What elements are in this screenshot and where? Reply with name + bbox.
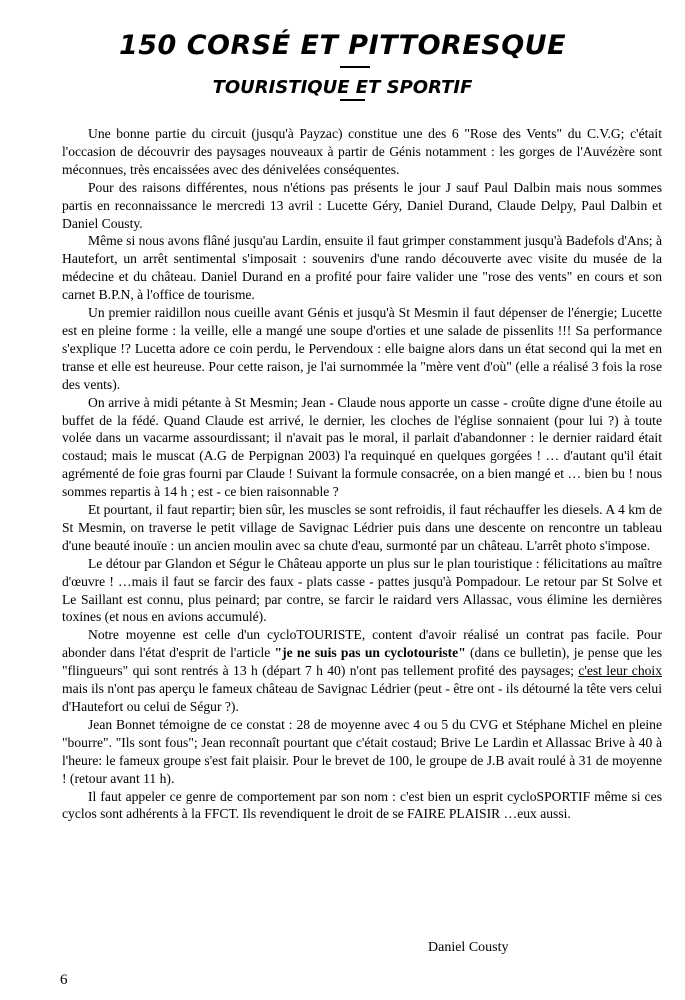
article-subtitle: TOURISTIQUE ET SPORTIF: [212, 77, 473, 98]
paragraph: Jean Bonnet témoigne de ce constat : 28 de moyenne avec 4 ou 5 du CVG et Stéphane Michel en pleine "bourre". "Ils sont fous"; Jean reconnaît pourtant que c'était costaud; Brive Le Lardin et Allassac Brive à 40 à l'heure: le fameux groupe s'est fait plaisir. Pour le brevet de 100, le groupe de J.B avait roulé à 31 de moyenne ! (retour avant 11 h).: [62, 716, 662, 786]
article-body: [62, 125, 662, 823]
paragraph: Et pourtant, il faut repartir; bien sûr, les muscles se sont refroidis, il faut réchauffer les diesels. A 4 km de St Mesmin, on traverse le petit village de Savignac Lédrier puis dans une descente on rencontre un tableau d'une beauté inouïe : un ancien moulin avec sa chute d'eau, surmonté par un château. L'arrêt photo s'impose.: [62, 502, 662, 553]
paragraph: [62, 626, 662, 716]
paragraph: Un premier raidillon nous cueille avant Génis et jusqu'à St Mesmin il faut dépenser de l'énergie; Lucette est en pleine forme : la veille, elle a mangé une soupe d'orties et une salade de pissenlits !!! Sa performance s'explique !? Lucetta adore ce coin perdu, le Pervendoux : elle baigne alors dans un état second qui la met en transe et elle est heureuse. Pour cette raison, je l'ai surnommée la "mère vent d'où" (elle a réalisé 3 fois la rose des vents).: [62, 305, 662, 392]
subtitle-underline: [340, 99, 365, 101]
paragraph: Le détour par Glandon et Ségur le Château apporte un plus sur le plan touristique : félicitations au maître d'œuvre ! …mais il faut se farcir des faux - plats casse - pattes jusqu'à Pompadour. Le retour par St Solve et Le Saillant est connu, plus peinard; par contre, se farcir le raidard vers Allassac, vous élimine les dernières toxines (et nous en avions accumulé).: [62, 555, 662, 625]
paragraph-text: Notre moyenne est celle d'un cycloTOURISTE, content d'avoir réalisé un contrat pas facile. Pour abonder dans l'état d'esprit de l'article: [62, 627, 662, 661]
paragraph-text: mais ils n'ont pas aperçu le fameux château de Savignac Lédrier (peut - être ont - ils détourné la tête vers celui d'Hautefort ou celui de Ségur ?).: [62, 681, 662, 714]
article-quote: "je ne suis pas un cyclotouriste": [274, 645, 466, 661]
author-signature: Daniel Cousty: [428, 940, 509, 955]
paragraph: Une bonne partie du circuit (jusqu'à Payzac) constitue une des 6 "Rose des Vents" du C.V.G; c'était l'occasion de découvrir des paysages nouveaux à partir de Génis notamment : les gorges de l'Auvézère sont méconnues, très encaissées avec des dénivelées conséquentes.: [62, 126, 662, 177]
article-title: 150 CORSÉ ET PITTORESQUE: [118, 30, 567, 61]
paragraph: On arrive à midi pétante à St Mesmin; Jean - Claude nous apporte un casse - croûte digne d'une étoile au buffet de la fédé. Quand Claude est arrivé, le dernier, les cloches de l'église sonnaient (pour lui ?) à toute volée dans un vacarme assourdissant; il n'avait pas le moral, il parlait d'abandonner : le dernier raidard était costaud; mais le muscat (A.G de Perpignan 2003) l'a requinqué en quelques gorgées ! … d'autant qu'il était agrémenté de foie gras fourni par Claude ! Suivant la formule consacrée, on a bien mangé et … bien bu ! nous sommes repartis à 14 h ; est - ce bien raisonnable ?: [62, 394, 662, 500]
paragraph: Il faut appeler ce genre de comportement par son nom : c'est bien un esprit cycloSPORTIF même si ces cyclos sont adhérents à la FFCT. Ils revendiquent le droit de se FAIRE PLAISIR …eux aussi.: [62, 788, 662, 822]
paragraph: Pour des raisons différentes, nous n'étions pas présents le jour J sauf Paul Dalbin mais nous sommes partis en reconnaissance le mercredi 13 avril : Lucette Géry, Daniel Durand, Claude Delpy, Paul Dalbin et Daniel Cousty.: [62, 179, 662, 231]
underlined-phrase: c'est leur choix: [578, 663, 662, 679]
paragraph-text: (dans ce bulletin), je pense que les "flingueurs" qui sont rentrés à 13 h (départ 7 h 40) n'ont pas tellement profité des paysages;: [62, 645, 662, 679]
paragraph: Même si nous avons flâné jusqu'au Lardin, ensuite il faut grimper constamment jusqu'à Badefols d'Ans; à Hautefort, un arrêt sentimental s'imposait : souvenirs d'une rando découverte avec visite du musée de la médecine et du château. Daniel Durand en a profité pour faire valider une "rose des vents" en cours et son carnet B.P.N, à l'office de tourisme.: [62, 233, 662, 303]
title-underline: [340, 66, 370, 68]
page-number: 6: [60, 972, 68, 988]
